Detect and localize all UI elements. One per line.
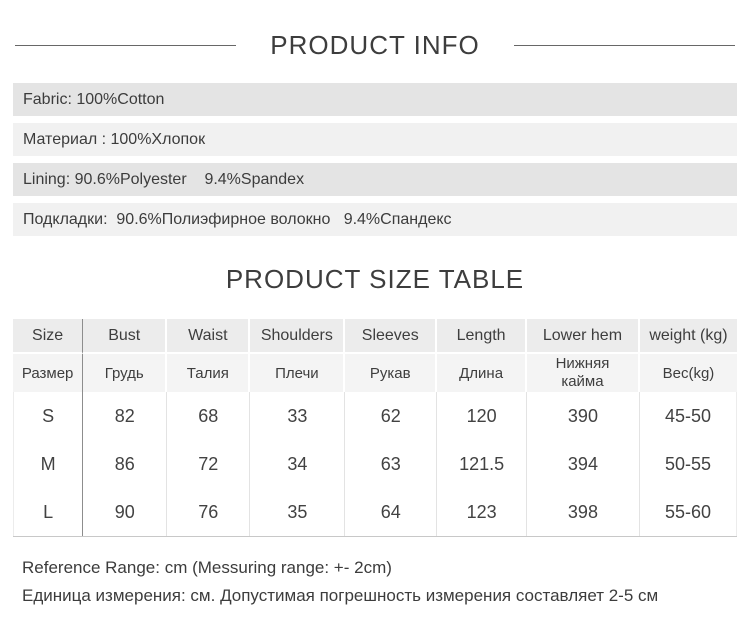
- footnote-reference-range-ru: Единица измерения: см. Допустимая погрешность измерения составляет 2-5 см: [22, 586, 659, 605]
- size-table-title: PRODUCT SIZE TABLE: [225, 264, 525, 294]
- footnote-reference-range-en: Reference Range: cm (Messuring range: +- 2cm): [22, 558, 392, 577]
- header-shoulders: Shoulders: [250, 319, 345, 354]
- header-shoulders-ru: Плечи: [250, 354, 345, 392]
- cell-weight: 50-55: [640, 440, 737, 488]
- title-rule-left: [15, 45, 236, 46]
- info-row-fabric-ru: Материал : 100%Хлопок: [13, 123, 737, 156]
- header-sleeves: Sleeves: [345, 319, 437, 354]
- header-waist-ru: Талия: [167, 354, 250, 392]
- cell-weight: 45-50: [640, 392, 737, 440]
- header-lower-hem-ru: [527, 354, 640, 392]
- header-length-ru: Длина: [437, 354, 527, 392]
- header-lower-hem: Lower hem: [527, 319, 640, 354]
- cell-waist: 72: [167, 440, 250, 488]
- table-row-size-l: [13, 488, 737, 536]
- table-row-size-s: [13, 392, 737, 440]
- cell-sleeves: 64: [345, 488, 437, 536]
- header-sleeves-ru: Рукав: [345, 354, 437, 392]
- cell-size: M: [13, 440, 83, 488]
- header-bust: Bust: [83, 319, 167, 354]
- cell-lower-hem: 398: [527, 488, 640, 536]
- size-table: [13, 319, 737, 537]
- product-info-rows: [13, 83, 737, 236]
- cell-lower-hem: 394: [527, 440, 640, 488]
- cell-shoulders: 33: [250, 392, 345, 440]
- cell-lower-hem: 390: [527, 392, 640, 440]
- table-row-size-m: [13, 440, 737, 488]
- cell-bust: 90: [83, 488, 167, 536]
- size-table-header-ru: [13, 354, 737, 392]
- header-waist: Waist: [167, 319, 250, 354]
- info-row-lining-ru: Подкладки: 90.6%Полиэфирное волокно 9.4%Спандекс: [13, 203, 737, 236]
- info-row-fabric-en: Fabric: 100%Cotton: [13, 83, 737, 116]
- cell-shoulders: 35: [250, 488, 345, 536]
- header-lower-hem-ru-text: Нижняя кайма: [555, 355, 610, 390]
- cell-size: S: [13, 392, 83, 440]
- cell-length: 120: [437, 392, 527, 440]
- info-row-lining-en: Lining: 90.6%Polyester 9.4%Spandex: [13, 163, 737, 196]
- cell-length: 121.5: [437, 440, 527, 488]
- footnotes: [13, 554, 737, 610]
- product-info-title: PRODUCT INFO: [270, 30, 480, 60]
- header-size: Size: [13, 319, 83, 354]
- header-weight: weight (kg): [640, 319, 737, 354]
- size-table-header-en: [13, 319, 737, 354]
- cell-length: 123: [437, 488, 527, 536]
- cell-bust: 82: [83, 392, 167, 440]
- cell-sleeves: 63: [345, 440, 437, 488]
- cell-waist: 68: [167, 392, 250, 440]
- product-info-title-band: [0, 0, 750, 61]
- cell-waist: 76: [167, 488, 250, 536]
- title-rule-right: [514, 45, 735, 46]
- cell-weight: 55-60: [640, 488, 737, 536]
- cell-sleeves: 62: [345, 392, 437, 440]
- cell-size: L: [13, 488, 83, 536]
- header-size-ru: Размер: [13, 354, 83, 392]
- header-length: Length: [437, 319, 527, 354]
- cell-shoulders: 34: [250, 440, 345, 488]
- cell-bust: 86: [83, 440, 167, 488]
- header-weight-ru: Вес(kg): [640, 354, 737, 392]
- header-bust-ru: Грудь: [83, 354, 167, 392]
